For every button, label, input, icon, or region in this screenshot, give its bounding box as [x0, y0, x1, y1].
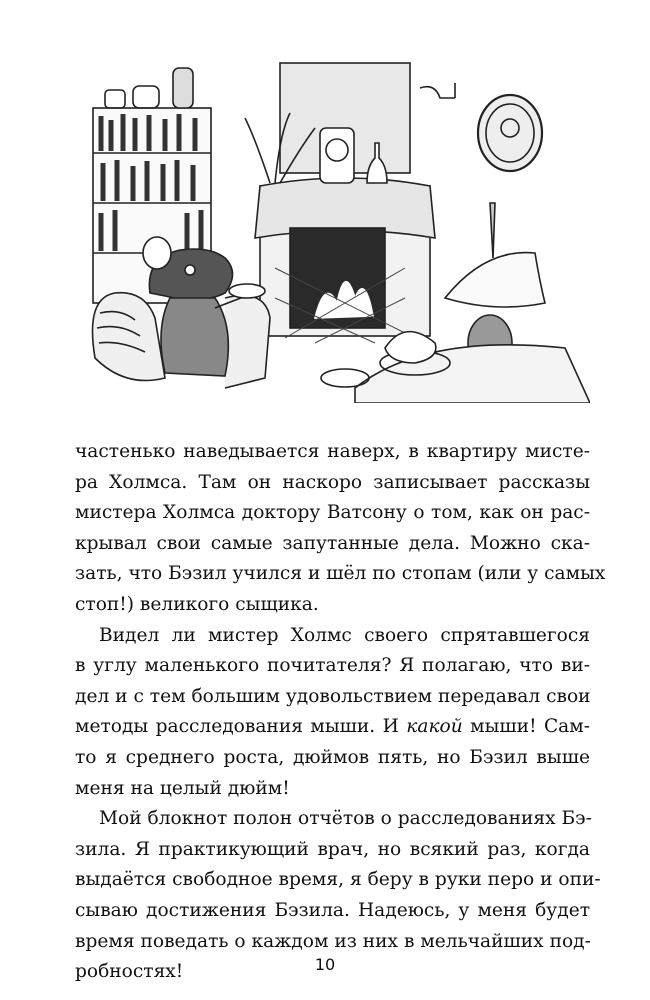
text-line: то я среднего роста, дюймов пять, но Бэзил выше	[75, 746, 590, 768]
text-line: в углу маленького почитателя? Я полагаю, что ви-	[75, 655, 590, 677]
page-number: 10	[314, 955, 336, 974]
text-line: ра Холмса. Там он наскоро записывает рассказы	[75, 471, 590, 493]
text-line: робностях!	[75, 961, 184, 983]
text-line	[75, 712, 590, 743]
text-line: Мой блокнот полон отчётов о расследованиях Бэ-	[99, 808, 592, 830]
text-line: зила. Я практикующий врач, но всякий раз, когда	[75, 838, 590, 860]
text-line: сываю достижения Бэзила. Надеюсь, у меня будет	[75, 899, 590, 921]
fireplace-drawing	[245, 63, 435, 343]
text-segment: мыши! Сам-	[462, 716, 591, 738]
text-line: меня на целый дюйм!	[75, 777, 290, 799]
illustration-basil-fireside	[75, 58, 590, 403]
text-segment: методы расследования мыши. И	[75, 716, 407, 738]
emphasis-word: какой	[406, 716, 463, 738]
text-line: крывал свои самые запутанные дела. Можно ска-	[75, 532, 590, 554]
paragraph-2	[75, 621, 590, 805]
text-line: мистера Холмса доктору Ватсону о том, как он рас-	[75, 502, 590, 524]
body-text	[75, 437, 606, 988]
text-line: стоп!) великого сыщика.	[75, 593, 319, 615]
text-line: Видел ли мистер Холмс своего спрятавшегося	[99, 624, 590, 646]
paragraph-1	[75, 437, 606, 621]
text-line: зать, что Бэзил учился и шёл по стопам (или у самых	[75, 563, 606, 585]
text-line: время поведать о каждом из них в мельчайших под-	[75, 930, 591, 952]
text-line: дел и с тем большим удовольствием передавал свои	[75, 685, 591, 707]
text-line: выдаётся свободное время, я беру в руки перо и опи-	[75, 869, 601, 891]
text-line: частенько наведывается наверх, в квартиру мисте-	[75, 441, 590, 462]
